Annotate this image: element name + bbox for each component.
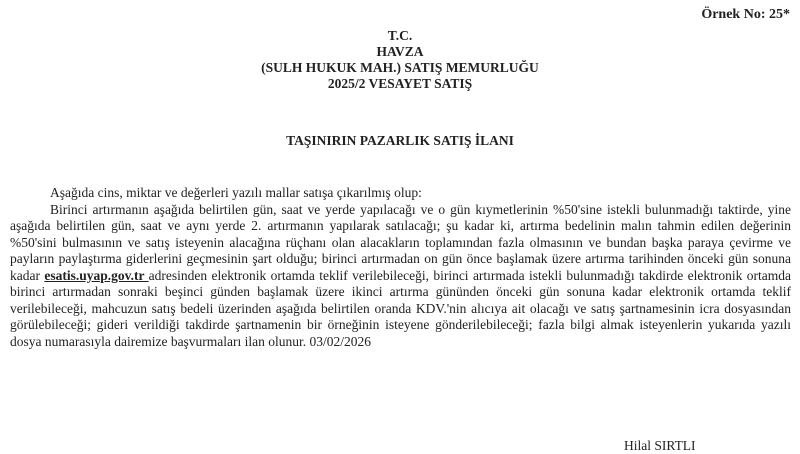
header-line-case: 2025/2 VESAYET SATIŞ <box>327 76 473 91</box>
document-header <box>0 28 800 92</box>
page-title: TAŞINIRIN PAZARLIK SATIŞ İLANI <box>286 133 514 148</box>
intro-paragraph: Aşağıda cins, miktar ve değerleri yazılı mallar satışa çıkarılmış olup: <box>50 185 422 200</box>
signature-name: Hilal SIRTLI <box>624 438 696 453</box>
esatis-link[interactable]: esatis.uyap.gov.tr <box>44 267 149 283</box>
sample-number: Örnek No: 25* <box>701 7 790 22</box>
main-paragraph <box>10 202 791 351</box>
main-text-before-link: Birinci artırmanın aşağıda belirtilen gün, saat ve yerde yapılacağı ve o gün kıymetlerinin %50'sine istekli bulunmadığı taktirde, yine aşağıda belirtilen gün, saat ve aynı yerde 2. artırmanın yapılarak satılacağı; şu kadar ki, artırma bedelinin malın tahmin edilen değerinin %50'sini bulmasının ve satış isteyenin alacağına rüçhanı olan alacakların toplamından fazla olmasının ve bundan başka paraya çevirme ve payların paylaştırma giderlerini geçmesinin şart olduğu; birinci artırmadan on gün önce başlamak üzere artırma tarihinden önceki gün sonuna kadar <box>10 201 791 283</box>
main-text-after-link: adresinden elektronik ortamda teklif verilebileceği, birinci artırmada istekli bulunmadığı takdirde elektronik ortamda birinci artırmadan sonraki beşinci günden başlamak üzere ikinci artırma gününden önceki gün sonuna kadar elektronik ortamda teklif verilebileceği, mahcuzun satış bedeli üzerinden aşağıda belirtilen oranda KDV.'nin alıcıya ait olacağı ve satış şartnamesinin icra dosyasından görülebileceği; gideri verildiği takdirde şartnamenin bir örneğinin isteyene gönderilebileceği; fazla bilgi almak isteyenlerin yukarıda yazılı dosya numarasıyla dairemize başvurmaları ilan olunur. 03/02/2026 <box>10 267 792 349</box>
header-line-tc: T.C. <box>387 28 413 43</box>
document-body <box>10 185 791 350</box>
header-line-havza: HAVZA <box>376 44 424 59</box>
header-line-office: (SULH HUKUK MAH.) SATIŞ MEMURLUĞU <box>261 60 539 75</box>
